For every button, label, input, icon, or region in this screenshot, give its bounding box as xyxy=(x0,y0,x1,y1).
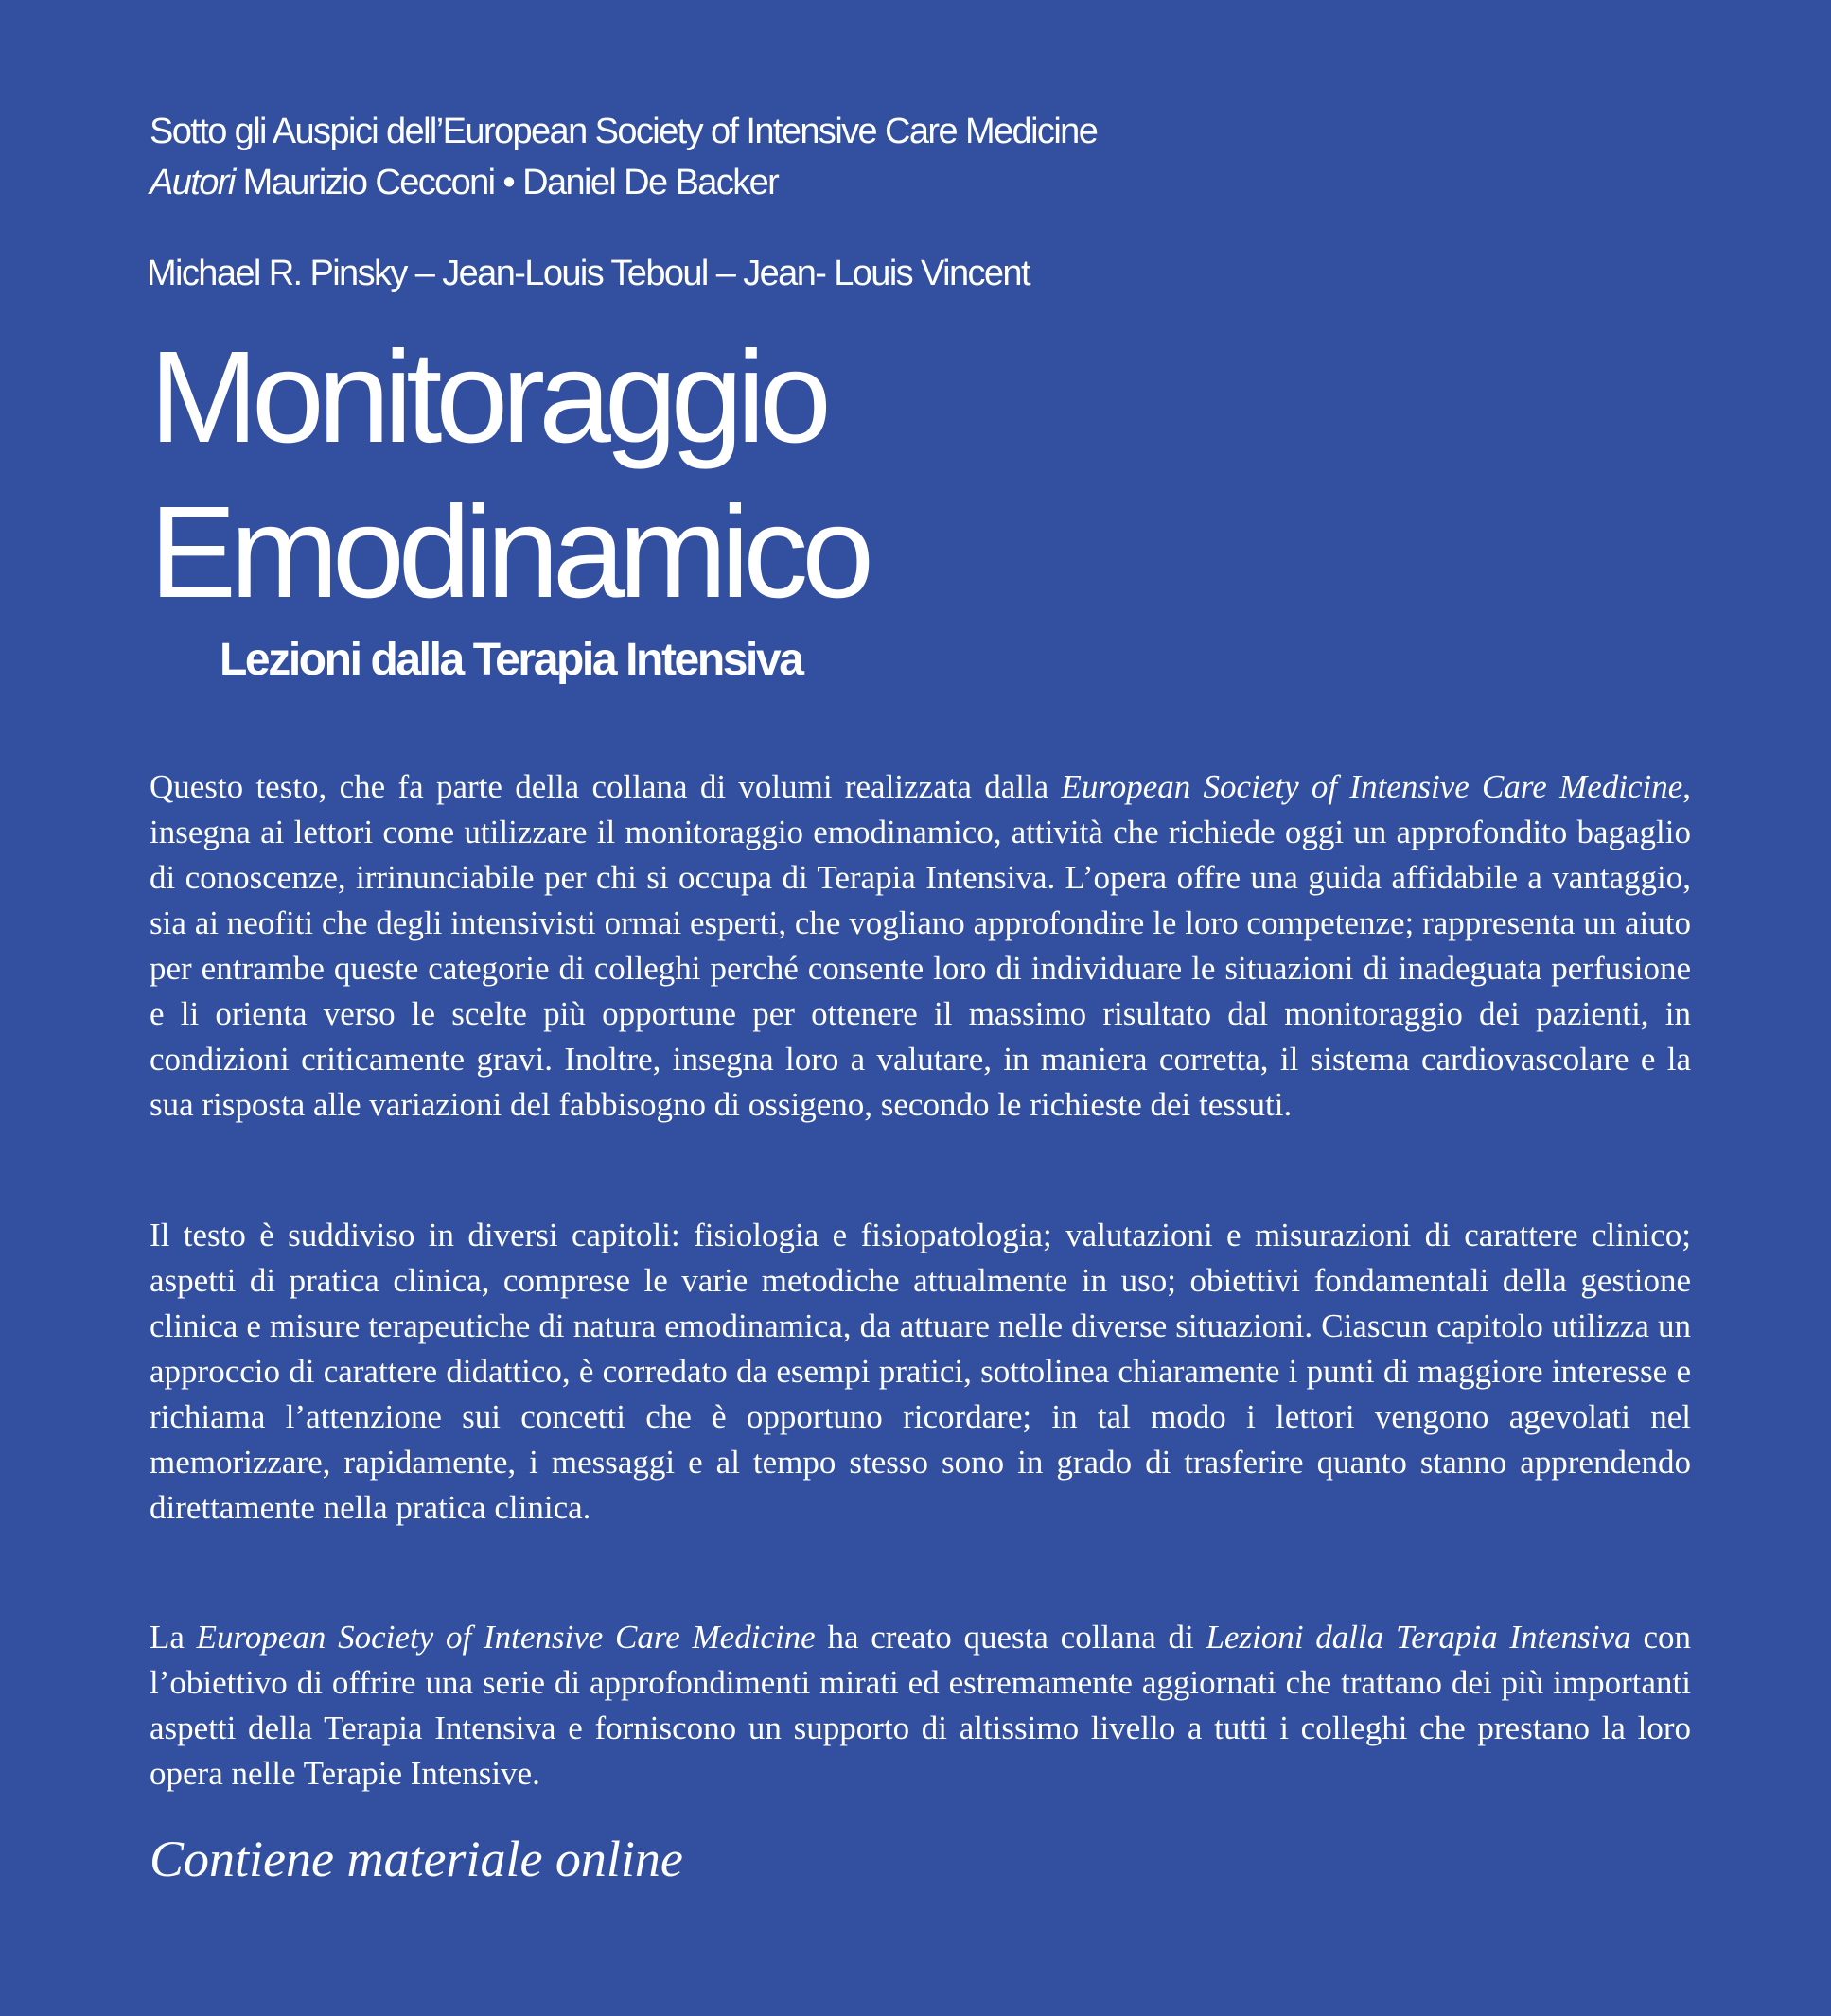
authors-names: Maurizio Cecconi • Daniel De Backer xyxy=(242,163,779,202)
book-subtitle: Lezioni dalla Terapia Intensiva xyxy=(220,635,802,685)
p3-series-name: Lezioni dalla Terapia Intensiva xyxy=(1206,1619,1631,1656)
title-line-2: Emodinamico xyxy=(150,480,869,625)
contributors-line: Michael R. Pinsky – Jean-Louis Teboul – Jean- Louis Vincent xyxy=(147,254,1030,293)
description-paragraph-3 xyxy=(150,1615,1691,1797)
description-paragraph-1 xyxy=(150,764,1691,1128)
book-title xyxy=(150,320,868,630)
p1-rest: , insegna ai lettori come utilizzare il monitoraggio emodinamico, attività che richiede oggi un approfondito bagaglio di conoscenze, irrinunciabile per chi si occupa di Terapia Intensiva. L’opera offre una guida affidabile a vantaggio, sia ai neofiti che degli intensivisti ormai esperti, che vogliano approfondire le loro competenze; rappresenta un aiuto per entrambe queste categorie di colleghi perché consente loro di individuare le situazioni di inadeguata perfusione e li orienta verso le scelte più opportune per ottenere il massimo risultato dal monitoraggio dei pazienti, in condizioni criticamente gravi. Inoltre, insegna loro a valutare, in maniera corretta, il sistema cardiovascolare e la sua risposta alle variazioni del fabbisogno di ossigeno, secondo le richieste dei tessuti. xyxy=(150,768,1691,1123)
p3-society-name: European Society of Intensive Care Medicine xyxy=(196,1619,816,1656)
title-line-1: Monitoraggio xyxy=(150,324,825,470)
auspices-line: Sotto gli Auspici dell’European Society of Intensive Care Medicine xyxy=(150,112,1098,151)
header-block xyxy=(150,106,1097,208)
p1-lead: Questo testo, che fa parte della collana di volumi realizzata dalla xyxy=(150,768,1062,805)
p3-rest: con l’obiettivo di offrire una serie di approfondimenti mirati ed estremamente aggiornati che trattano dei più importanti aspetti della Terapia Intensiva e forniscono un supporto di altissimo livello a tutti i colleghi che prestano la loro opera nelle Terapie Intensive. xyxy=(150,1619,1691,1792)
authors-line xyxy=(150,157,1097,208)
description-paragraph-2: Il testo è suddiviso in diversi capitoli: fisiologia e fisiopatologia; valutazioni e misurazioni di carattere clinico; aspetti di pratica clinica, comprese le varie metodiche attualmente in uso; obiettivi fondamentali della gestione clinica e misure terapeutiche di natura emodinamica, da attuare nelle diverse situazioni. Ciascun capitolo utilizza un approccio di carattere didattico, è corredato da esempi pratici, sottolinea chiaramente i punti di maggiore interesse e richiama l’attenzione sui concetti che è opportuno ricordare; in tal modo i lettori vengono agevolati nel memorizzare, rapidamente, i messaggi e al tempo stesso sono in grado di trasferire quanto stanno apprendendo direttamente nella pratica clinica. xyxy=(150,1217,1691,1526)
p1-society-name: European Society of Intensive Care Medicine xyxy=(1061,768,1683,805)
authors-prefix: Autori xyxy=(150,163,235,202)
p3-lead: La xyxy=(150,1619,197,1656)
online-material-note: Contiene materiale online xyxy=(150,1831,683,1887)
p3-mid: ha creato questa collana di xyxy=(815,1619,1206,1656)
